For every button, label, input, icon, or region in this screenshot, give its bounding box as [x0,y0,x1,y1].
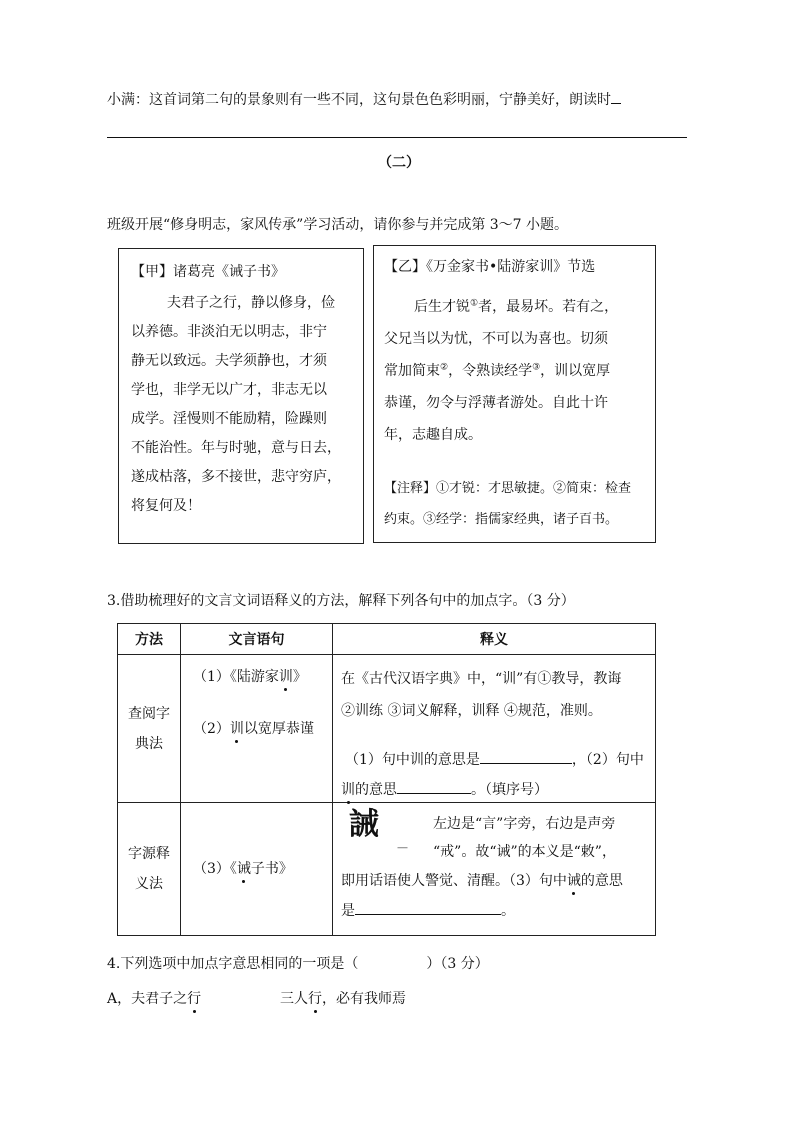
passage-yi-box [373,245,656,543]
question-4-stem: 4.下列选项中加点字意思相同的一项是（ ）（3 分） [107,956,489,972]
answer-blank-3[interactable] [355,899,501,915]
seal-dash: — [397,841,408,854]
passage-jia-line: 学也，非学无以广才，非志无以 [131,382,327,398]
passage-jia-line: 夫君子之行，静以修身，俭 [167,295,335,311]
section-title: （二） [378,155,420,171]
header-sentence: 文言语句 [181,624,333,655]
passage-yi-line-3: 常加简束②，令熟读经学③，训以宽厚 [384,362,611,379]
passage-yi-line-4: 恭谨，勿令与浮薄者游处。自此十许 [384,395,608,411]
passage-yi-line-2: 父兄当以为忧，不可以为喜也。切须 [384,331,608,347]
answer-blank-2[interactable] [397,778,471,794]
sentence-3: （3）《诫子书》 [193,858,293,878]
sentence-cell-2 [181,803,333,936]
intro-blank[interactable] [611,88,621,104]
intro-line-text: 小满：这首词第二句的景象则有一些不同，这句景色色彩明丽，宁静美好，朗读时 [107,92,611,108]
explanation-line: 在《古代汉语字典》中，“训”有①教导，教诲 [341,671,622,687]
explanation-line: 是 。 [341,899,515,920]
passage-jia-line: 以养德。非淡泊无以明志，非宁 [131,324,327,340]
sentence-cell-1 [181,655,333,803]
passage-jia-line: 成学。淫慢则不能励精，险躁则 [131,411,327,427]
explanation-cell-1 [333,655,656,803]
option-a-pair: 三人行，必有我师焉 [280,988,406,1008]
passage-yi-line-5: 年，志趣自成。 [384,427,482,443]
passage-jia-line: 静无以致远。夫学须静也，才须 [131,353,327,369]
table-row [118,803,656,936]
activity-text: 班级开展“修身明志，家风传承”学习活动，请你参与并完成第 3～7 小题。 [107,217,569,233]
intro-line [107,88,621,109]
sentence-1: （1）《陆游家训》 [193,666,307,686]
passage-jia-title: 【甲】诸葛亮《诫子书》 [131,264,285,280]
passage-jia-box [118,248,364,544]
passage-yi-note-2: 约束。③经学：指儒家经典，诸子百书。 [384,512,619,527]
explanation-line: 即用话语使人警觉、清醒。（3）句中诫的意思 [341,870,623,890]
passage-yi-title: 【乙】《万金家书•陆游家训》节选 [384,259,596,275]
header-explanation: 释义 [333,624,656,655]
passage-yi-line-1: 后生才锐①者，最易坏。若有之， [414,298,619,315]
table-header-row [118,624,656,655]
explanation-line: ②训练 ③词义解释，训释 ④规范，准则。 [341,703,602,719]
question-3-table [117,623,656,936]
passage-jia-line: 遂成枯落，多不接世，悲守穷庐， [131,469,341,485]
explanation-line: 训的意思 。（填序号） [341,778,548,799]
passage-yi-note-1: 【注释】①才锐：才思敏捷。②简束：检查 [384,481,632,496]
question-3-stem: 3.借助梳理好的文言文词语释义的方法，解释下列各句中的加点字。（3 分） [107,593,575,609]
passage-jia-line: 将复何及！ [131,498,201,514]
answer-blank-1[interactable] [480,748,572,764]
sentence-2: （2）训以宽厚恭谨 [193,718,314,738]
passage-jia-line: 不能治性。年与时驰，意与日去， [131,440,341,456]
explanation-line: “戒”。故“诫”的本义是“敕”， [433,844,616,860]
header-method: 方法 [118,624,181,655]
explanation-line: （1）句中训的意思是 ，（2）句中 [345,748,644,769]
method-dictionary: 查阅字 典法 [118,655,181,803]
table-row [118,655,656,803]
explanation-line: 左边是“言”字旁，右边是声旁 [433,816,616,832]
seal-script-glyph: 誡 [349,807,377,842]
option-a[interactable]: A，夫君子之行 [107,988,201,1008]
method-etymology: 字源释 义法 [118,803,181,936]
answer-line[interactable] [107,137,687,138]
explanation-cell-2 [333,803,656,936]
